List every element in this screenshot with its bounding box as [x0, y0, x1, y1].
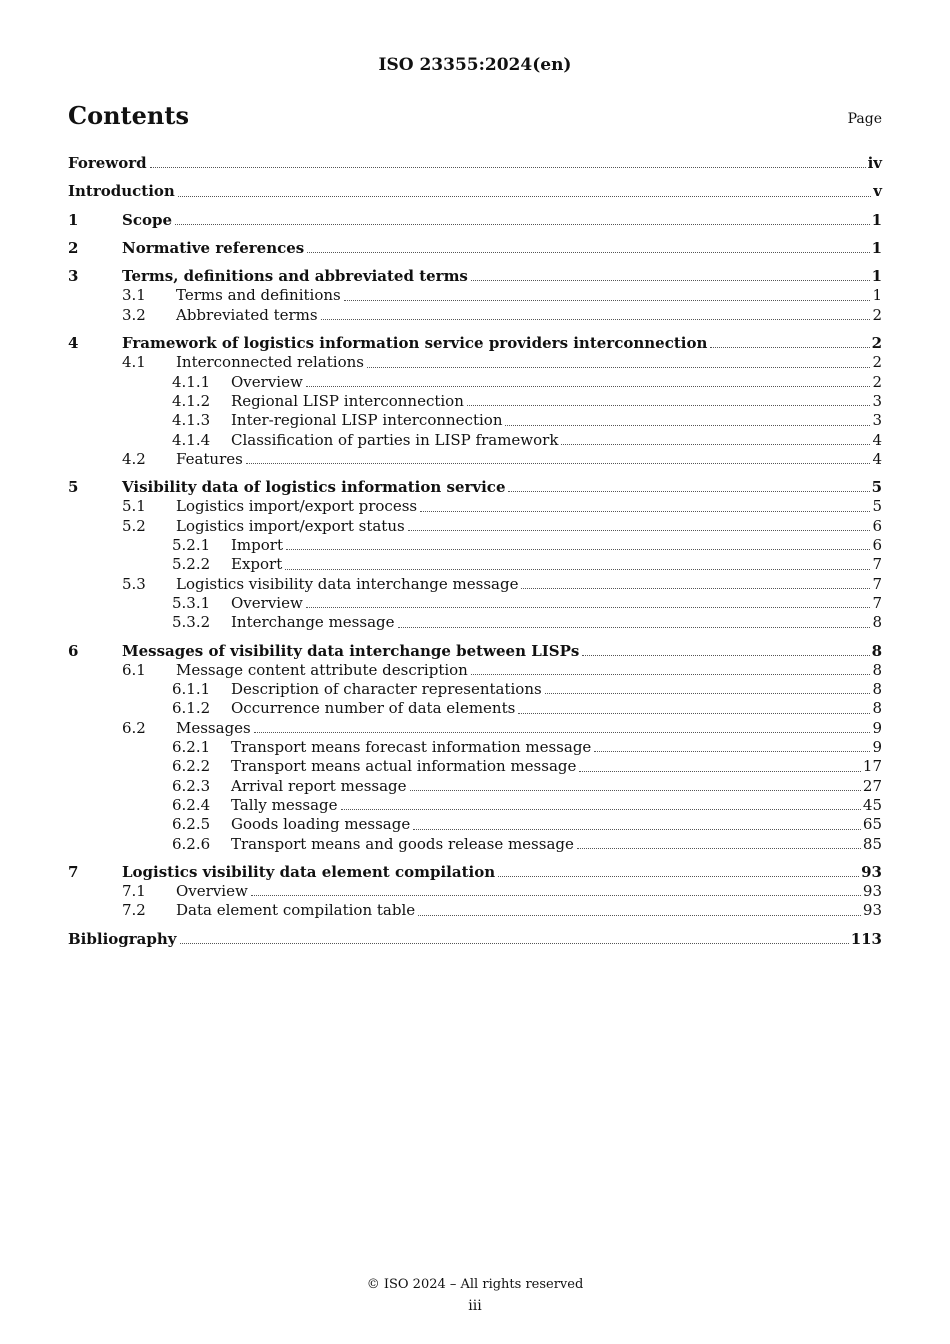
toc-entry-page: 45	[862, 795, 882, 814]
toc-entry-title: Features	[176, 449, 243, 468]
dot-leader	[521, 588, 870, 589]
toc-entry-number: 4.1.3	[172, 411, 211, 430]
toc-entry-title: Description of character representations	[231, 680, 542, 699]
toc-entry-page: 7	[872, 555, 882, 574]
toc-entry-number: 6.2.3	[172, 776, 211, 795]
toc-entry[interactable]	[68, 334, 882, 353]
toc-entry-page: 2	[872, 305, 882, 324]
toc-entry-number: 4.1.2	[172, 391, 211, 410]
toc-entry[interactable]	[68, 392, 882, 411]
toc-entry[interactable]	[68, 882, 882, 901]
toc-entry[interactable]	[68, 555, 882, 574]
toc-entry[interactable]	[68, 497, 882, 516]
dot-leader	[498, 876, 859, 877]
toc-entry-title: Terms, definitions and abbreviated terms	[122, 267, 468, 286]
toc-entry[interactable]	[68, 863, 882, 882]
dot-leader	[344, 300, 871, 301]
toc-entry-title: Logistics visibility data element compilation	[122, 862, 496, 881]
toc-entry[interactable]	[68, 575, 882, 594]
toc-entry-number: 6.1	[122, 660, 146, 679]
dot-leader	[471, 674, 871, 675]
toc-entry-title: Interchange message	[231, 613, 395, 632]
toc-entry-number: 6.2.2	[172, 757, 211, 776]
toc-entry-page: 6	[872, 536, 882, 555]
toc-entry-title: Inter-regional LISP interconnection	[231, 411, 503, 430]
toc-entry-number: 7	[68, 862, 79, 881]
toc-entry-title: Messages	[176, 718, 251, 737]
toc-entry[interactable]	[68, 930, 882, 949]
toc-entry-title: Messages of visibility data interchange between LISPs	[122, 641, 580, 660]
toc-entry-title: Occurrence number of data elements	[231, 699, 516, 718]
toc-entry-number: 6.2.4	[172, 795, 211, 814]
footer-page-number: iii	[468, 1298, 482, 1314]
toc-entry-page: 8	[872, 613, 882, 632]
toc-entry-page: 8	[871, 641, 882, 660]
toc-entry-number: 5.1	[122, 497, 146, 516]
dot-leader	[505, 425, 870, 426]
toc-entry[interactable]	[68, 267, 882, 286]
toc-entry-page: 7	[872, 593, 882, 612]
dot-leader	[594, 751, 870, 752]
toc-entry-title: Bibliography	[68, 929, 177, 948]
dot-leader	[561, 444, 870, 445]
toc-entry-number: 6.2.6	[172, 834, 211, 853]
dot-leader	[150, 167, 866, 168]
toc-entry[interactable]	[68, 757, 882, 776]
dot-leader	[408, 530, 871, 531]
dot-leader	[410, 790, 861, 791]
toc-entry[interactable]	[68, 719, 882, 738]
toc-entry[interactable]	[68, 411, 882, 430]
toc-entry-title: Regional LISP interconnection	[231, 391, 464, 410]
toc-entry-page: 93	[862, 901, 882, 920]
toc-entry-number: 3.1	[122, 286, 146, 305]
dot-leader	[545, 693, 871, 694]
toc-entry-page: 85	[862, 834, 882, 853]
toc-entry-title: Introduction	[68, 182, 175, 201]
toc-entry-page: 3	[872, 411, 882, 430]
toc-entry[interactable]	[68, 353, 882, 372]
toc-entry-title: Export	[231, 555, 283, 574]
toc-entry[interactable]	[68, 286, 882, 305]
toc-entry-number: 2	[68, 238, 79, 257]
toc-entry-title: Abbreviated terms	[176, 305, 318, 324]
dot-leader	[254, 732, 871, 733]
toc-entry-title: Tally message	[231, 795, 338, 814]
toc-entry-title: Overview	[231, 372, 303, 391]
dot-leader	[341, 809, 861, 810]
toc-entry-title: Normative references	[122, 238, 305, 257]
toc-entry-title: Logistics import/export process	[176, 497, 418, 516]
toc-entry-number: 5.3.2	[172, 613, 211, 632]
dot-leader	[508, 491, 869, 492]
dot-leader	[710, 347, 869, 348]
toc-entry[interactable]	[68, 431, 882, 450]
dot-leader	[418, 915, 861, 916]
dot-leader	[579, 771, 861, 772]
toc-entry-number: 7.1	[122, 882, 146, 901]
toc-entry[interactable]	[68, 796, 882, 815]
toc-entry-page: 1	[871, 267, 882, 286]
toc-entry-page: 2	[871, 334, 882, 353]
toc-entry[interactable]	[68, 154, 882, 173]
contents-heading: Contents	[68, 101, 189, 130]
document-id: ISO 23355:2024(en)	[378, 55, 572, 75]
toc-entry-page: 1	[871, 238, 882, 257]
dot-leader	[471, 280, 870, 281]
toc-entry[interactable]	[68, 680, 882, 699]
dot-leader	[420, 511, 870, 512]
dot-leader	[518, 713, 870, 714]
toc-entry-page: 4	[872, 449, 882, 468]
toc-entry-page: 1	[871, 210, 882, 229]
toc-entry-number: 7.2	[122, 901, 146, 920]
toc-entry[interactable]	[68, 835, 882, 854]
toc-entry-page: 4	[872, 430, 882, 449]
toc-entry-page: 7	[872, 574, 882, 593]
toc-entry-number: 4.1.4	[172, 430, 211, 449]
dot-leader	[180, 943, 849, 944]
dot-leader	[577, 848, 861, 849]
toc-entry-title: Goods loading message	[231, 815, 411, 834]
toc-entry-number: 6.2.1	[172, 738, 211, 757]
toc-entry-page: 3	[872, 391, 882, 410]
toc-entry-page: 9	[872, 738, 882, 757]
toc-entry-title: Logistics visibility data interchange message	[176, 574, 519, 593]
page-column-label: Page	[847, 111, 882, 127]
toc-entry-title: Scope	[122, 210, 173, 229]
dot-leader	[246, 463, 871, 464]
toc-entry-number: 5.2	[122, 516, 146, 535]
toc-entry-number: 6.2	[122, 718, 146, 737]
toc-entry-title: Overview	[231, 593, 303, 612]
toc-entry-page: 1	[872, 286, 882, 305]
toc-entry[interactable]	[68, 239, 882, 258]
toc-entry-page: 6	[872, 516, 882, 535]
toc-entry-title: Interconnected relations	[176, 353, 364, 372]
toc-entry-number: 6.1.2	[172, 699, 211, 718]
toc-entry-number: 5.2.2	[172, 555, 211, 574]
toc-entry[interactable]	[68, 901, 882, 920]
toc-entry-number: 5.3	[122, 574, 146, 593]
toc-entry-title: Transport means actual information message	[231, 757, 577, 776]
toc-entry-title: Data element compilation table	[176, 901, 416, 920]
toc-entry-page: 65	[862, 815, 882, 834]
toc-entry-number: 3	[68, 267, 79, 286]
toc-entry-title: Message content attribute description	[176, 660, 468, 679]
toc-entry-number: 4	[68, 334, 79, 353]
toc-entry-page: 8	[872, 660, 882, 679]
toc-entry-number: 5.2.1	[172, 536, 211, 555]
toc-entry-number: 5	[68, 478, 79, 497]
toc-entry-page: 17	[862, 757, 882, 776]
toc-entry[interactable]	[68, 594, 882, 613]
toc-entry-title: Visibility data of logistics information service	[122, 478, 506, 497]
toc-entry-number: 4.2	[122, 449, 146, 468]
dot-leader	[307, 252, 869, 253]
footer-copyright: © ISO 2024 – All rights reserved	[366, 1277, 584, 1292]
dot-leader	[398, 627, 871, 628]
toc-entry-title: Terms and definitions	[176, 286, 341, 305]
toc-entry[interactable]	[68, 306, 882, 325]
toc-entry-page: 2	[872, 353, 882, 372]
toc-entry-title: Logistics import/export status	[176, 516, 405, 535]
toc-entry-page: 9	[872, 718, 882, 737]
toc-entry[interactable]	[68, 777, 882, 796]
toc-entry-title: Arrival report message	[231, 776, 407, 795]
dot-leader	[178, 196, 871, 197]
toc-entry-title: Foreword	[68, 154, 147, 172]
toc-entry-title: Transport means and goods release message	[231, 834, 574, 853]
dot-leader	[175, 224, 870, 225]
toc-entry-number: 4.1.1	[172, 372, 211, 391]
dot-leader	[306, 607, 871, 608]
toc-entry-title: Import	[231, 536, 283, 555]
toc-entry-page: 5	[871, 478, 882, 497]
toc-entry[interactable]	[68, 450, 882, 469]
toc-entry-page: 93	[861, 862, 882, 881]
toc-entry[interactable]	[68, 517, 882, 536]
toc-entry-page: 27	[862, 776, 882, 795]
dot-leader	[286, 549, 870, 550]
toc-entry-number: 5.3.1	[172, 593, 211, 612]
toc-entry-page: 8	[872, 680, 882, 699]
toc-entry-page: 93	[862, 882, 882, 901]
toc-entry[interactable]	[68, 738, 882, 757]
toc-entry[interactable]	[68, 373, 882, 392]
toc-entry-number: 1	[68, 210, 79, 229]
toc-entry-number: 6.1.1	[172, 680, 211, 699]
toc-entry[interactable]	[68, 211, 882, 230]
toc-entry[interactable]	[68, 182, 882, 201]
dot-leader	[467, 405, 871, 406]
toc-entry[interactable]	[68, 815, 882, 834]
toc-entry-number: 6.2.5	[172, 815, 211, 834]
toc-entry-page: 5	[872, 497, 882, 516]
toc-entry-number: 3.2	[122, 305, 146, 324]
toc-entry[interactable]	[68, 478, 882, 497]
toc-entry-number: 4.1	[122, 353, 146, 372]
toc-entry-page: 8	[872, 699, 882, 718]
toc-entry[interactable]	[68, 642, 882, 661]
toc-entry[interactable]	[68, 613, 882, 632]
toc-entry-number: 6	[68, 641, 79, 660]
dot-leader	[413, 829, 861, 830]
dot-leader	[321, 319, 871, 320]
dot-leader	[251, 895, 861, 896]
table-of-contents	[68, 154, 882, 949]
dot-leader	[285, 569, 870, 570]
toc-entry-page: 113	[850, 929, 882, 948]
toc-entry-title: Transport means forecast information message	[231, 738, 592, 757]
dot-leader	[582, 655, 869, 656]
toc-entry[interactable]	[68, 699, 882, 718]
toc-entry-page: 2	[872, 372, 882, 391]
toc-entry-page: iv	[867, 154, 882, 172]
dot-leader	[367, 367, 870, 368]
toc-entry-title: Classification of parties in LISP framework	[231, 430, 559, 449]
toc-entry-page: v	[873, 182, 882, 201]
toc-entry[interactable]	[68, 536, 882, 555]
dot-leader	[306, 386, 871, 387]
toc-entry-title: Framework of logistics information service providers interconnection	[122, 334, 708, 353]
toc-entry-title: Overview	[176, 882, 248, 901]
toc-entry[interactable]	[68, 661, 882, 680]
